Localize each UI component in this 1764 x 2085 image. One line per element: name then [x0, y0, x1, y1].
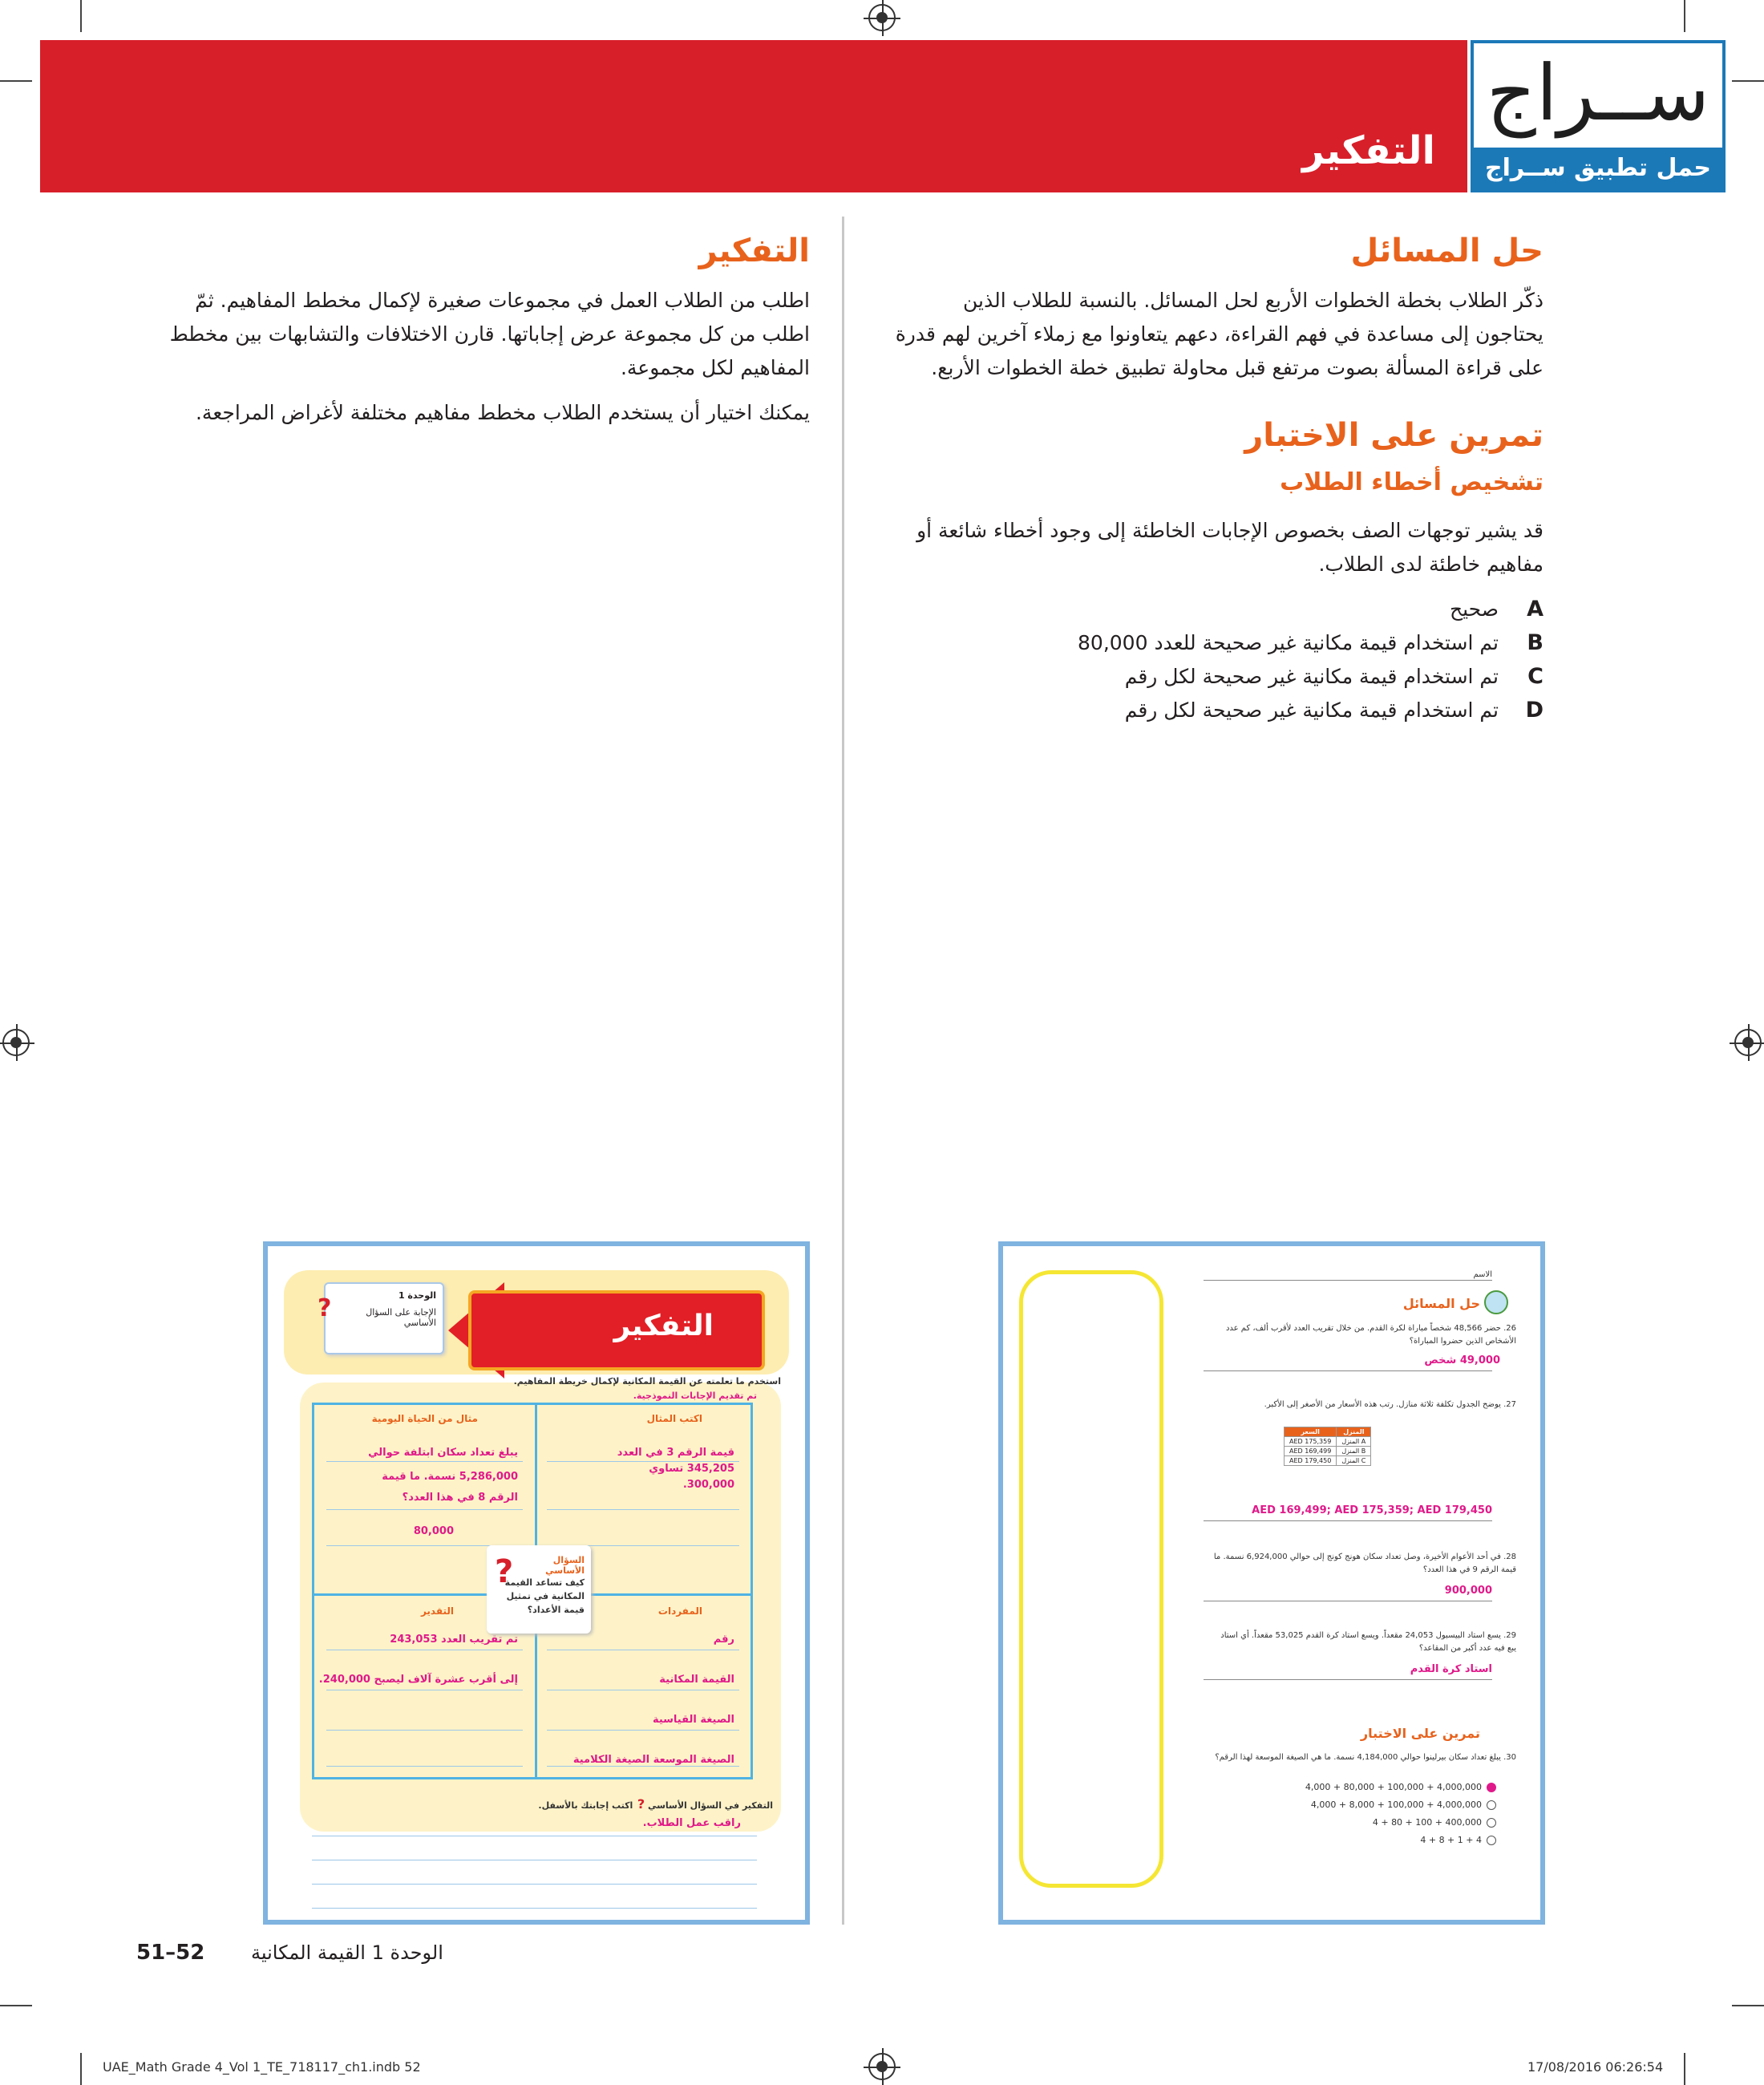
- answer-line: [1204, 1520, 1492, 1521]
- reflect-paragraph-2: يمكنك اختيار أن يستخدم الطلاب مخطط مفاهيم مختلفة لأغراض المراجعة.: [195, 401, 810, 424]
- answer-26: 49,000 شخص: [1424, 1354, 1500, 1366]
- essential-question-card: [487, 1545, 591, 1634]
- logo-tagline: حمل تطبيق ســراج: [1474, 148, 1722, 189]
- question-30: 30. يبلغ تعداد سكان بيرلينوا حوالي 4,184,000 نسمة. ما هي الصيغة الموسعة لهذا الرقم؟: [1215, 1753, 1516, 1762]
- right-column: [894, 233, 1544, 727]
- answer-line: [326, 1730, 523, 1731]
- question-mark-icon: ?: [318, 1294, 332, 1322]
- registration-mark-icon: [868, 2053, 896, 2080]
- essential-question-label: الإجابة على السؤال الأساسي: [366, 1307, 436, 1328]
- answer-line: [547, 1730, 739, 1731]
- name-line: [1204, 1280, 1492, 1281]
- answer-line: [1204, 1370, 1492, 1371]
- registration-mark-icon: [2, 1029, 30, 1056]
- crop-mark: [1732, 2005, 1764, 2006]
- option-b: B تم استخدام قيمة مكانية غير صحيحة للعدد 80,000: [1078, 630, 1544, 655]
- bubble-icon: [1487, 1818, 1496, 1828]
- solve-heading: حل المسائل: [1350, 233, 1544, 269]
- page-numbers: 51–52: [136, 1941, 205, 1965]
- unit-footer-text: الوحدة 1 القيمة المكانية: [251, 1941, 443, 1964]
- model-answers-note: تم تقديم الإجابات النموذجية.: [633, 1391, 757, 1401]
- solve-text: ذكّر الطلاب بخطة الخطوات الأربع لحل المسائل. بالنسبة للطلاب الذين يحتاجون إلى مساعدة في فهم القراءة، دعهم يتعاونوا مع زملاء آخرين لهم قدرة على قراءة المسألة بصوت مرتفع قبل محاولة تطبيق خطة الخطوات الأربع.: [895, 289, 1544, 379]
- estimate-cell-title: التقدير: [420, 1605, 454, 1617]
- life-answer: يبلغ تعداد سكان ابتلفة حوالي 5,286,000 نسمة. ما قيمة: [368, 1447, 518, 1483]
- concept-grid: [312, 1403, 753, 1779]
- estimate-answer-2: إلى أقرب عشرة آلاف ليصبح 240,000.: [318, 1674, 518, 1686]
- choice-a: 4,000,000 + 100,000 + 80,000 + 4,000: [1305, 1782, 1496, 1792]
- question-28: 28. في أحد الأعوام الأخيرة، وصل تعداد سكان هونج كونج إلى حوالي 6,924,000 نسمة. ما قيمة الرقم 9 في هذا العدد؟: [1213, 1553, 1516, 1574]
- practice-heading: تمرين على الاختبار: [1360, 1726, 1480, 1741]
- reflect-text: [152, 284, 810, 430]
- crop-mark: [1684, 0, 1685, 32]
- question-27: 27. يوضح الجدول تكلفة ثلاثة منازل. رتب هذه الأسعار من الأصغر إلى الأكبر.: [1264, 1400, 1516, 1409]
- column-divider: [842, 217, 844, 1925]
- example-answer: قيمة الرقم 3 في العدد 345,205 تساوي 300,000.: [617, 1447, 734, 1491]
- unit-label: الوحدة 1: [398, 1290, 436, 1301]
- logo-word: ســراج: [1486, 48, 1710, 138]
- option-c: C تم استخدام قيمة مكانية غير صحيحة لكل رقم: [1124, 664, 1544, 689]
- vocab-item: رقم: [713, 1634, 734, 1646]
- example-cell-title: اكتب المثال: [646, 1413, 702, 1424]
- answer-line: [1204, 1679, 1492, 1680]
- selected-bubble-icon: [1487, 1783, 1496, 1792]
- crop-mark: [1732, 80, 1764, 82]
- reflect-heading: التفكير: [698, 233, 810, 269]
- answer-28: 900,000: [1444, 1585, 1492, 1597]
- question-26: 26. حضر 48,566 شخصاً مباراة لكرة القدم. من خلال تقريب العدد لأقرب ألف، كم عدد الأشخاص الذين حضروا المباراة؟: [1225, 1324, 1516, 1346]
- crop-mark: [1684, 2053, 1685, 2085]
- life-cell-title: مثال من الحياة اليومية: [371, 1413, 478, 1424]
- question-29: 29. يسع استاد البيسبول 24,053 مقعداً. ويسع استاد كرة القدم 53,025 مقعداً. أي استاد يبع فيه عدد أكبر من المقاعد؟: [1220, 1631, 1516, 1653]
- bubble-icon: [1487, 1836, 1496, 1845]
- crop-mark: [0, 2005, 32, 2006]
- diagnose-text: قد يشير توجهات الصف بخصوص الإجابات الخاطئة إلى وجود أخطاء شائعة أو مفاهيم خاطئة لدى الطلاب.: [916, 519, 1544, 576]
- worksheet-thumbnail: [998, 1241, 1545, 1925]
- option-a: A صحيح: [1449, 597, 1544, 621]
- life-value: 80,000: [413, 1525, 454, 1537]
- solve-heading: حل المسائل: [1402, 1296, 1480, 1311]
- answer-line: [326, 1766, 523, 1767]
- answer-line: [547, 1461, 739, 1462]
- diagnose-heading: تشخيص أخطاء الطلاب: [1280, 468, 1544, 496]
- header-band: [40, 40, 1467, 192]
- slug-file: UAE_Math Grade 4_Vol 1_TE_718117_ch1.indb 52: [103, 2059, 421, 2075]
- vocab-item: الصيغة القياسية: [652, 1714, 734, 1726]
- name-label: الاسم: [1473, 1270, 1492, 1279]
- crop-mark: [80, 2053, 82, 2085]
- page-footer: [136, 1941, 443, 1965]
- siraj-logo[interactable]: [1471, 40, 1726, 192]
- house-price-table: السعر المنزل AED 175,359 المنزل A AED 169,499 المنزل B AED 179,450 المنزل C: [1284, 1427, 1371, 1466]
- estimate-answer-1: تم تقريب العدد 243,053: [390, 1634, 518, 1646]
- answer-line: [547, 1509, 739, 1510]
- answer-line: [326, 1461, 523, 1462]
- question-mark-icon: ?: [633, 1796, 645, 1812]
- crop-mark: [0, 80, 32, 82]
- practice-heading: تمرين على الاختبار: [1244, 417, 1544, 454]
- vocab-item: القيمة المكانية: [659, 1674, 734, 1686]
- reflect-paragraph-1: اطلب من الطلاب العمل في مجموعات صغيرة لإكمال مخطط المفاهيم. ثمّ اطلب من كل مجموعة عرض إجاباتها. قارن الاختلافات والتشابهات بين مخطط المفاهيم لكل مجموعة.: [169, 289, 810, 379]
- crop-mark: [80, 0, 82, 32]
- thumb-instruction: استخدم ما تعلمته عن القيمة المكانية لإكمال خريطة المفاهيم.: [513, 1376, 781, 1387]
- reflect-answer: راقب عمل الطلاب.: [642, 1817, 741, 1829]
- life-question: الرقم 8 في هذا العدد؟: [402, 1492, 518, 1504]
- vocab-cell-title: المفردات: [657, 1605, 702, 1617]
- choice-b: 4,000,000 + 100,000 + 8,000 + 4,000: [1311, 1800, 1496, 1810]
- question-mark-icon: ?: [495, 1553, 514, 1590]
- answer-29: استاد كرة القدم: [1410, 1663, 1492, 1675]
- slug-date: 17/08/2016 06:26:54: [1527, 2059, 1664, 2075]
- registration-mark-icon: [1734, 1029, 1762, 1056]
- answer-line: [312, 1908, 757, 1909]
- answer-line: [547, 1766, 739, 1767]
- highlight-loop: [1019, 1270, 1163, 1888]
- choice-d: 4 + 1 + 8 + 4: [1420, 1835, 1496, 1845]
- reflect-banner: [468, 1290, 765, 1370]
- bubble-icon: [1487, 1800, 1496, 1810]
- vocab-item: الصيغة الموسعة الصيغة الكلامية: [572, 1754, 734, 1766]
- band-title: التفكير: [1302, 128, 1435, 173]
- center-question-text: كيف تساعد القيمة المكانية في تمثيل قيمة الأعداد؟: [504, 1577, 585, 1615]
- choice-c: 400,000 + 100 + 80 + 4: [1373, 1817, 1496, 1828]
- answer-27: AED 169,499; AED 175,359; AED 179,450: [1252, 1504, 1492, 1516]
- unit-card: [324, 1282, 444, 1354]
- concept-map-thumbnail: [263, 1241, 810, 1925]
- center-question-label: السؤال الأساسي: [545, 1555, 585, 1576]
- reflect-prompt: التفكير في السؤال الأساسي ? اكتب إجابتك بالأسفل.: [538, 1796, 773, 1812]
- banner-title: التفكير: [613, 1310, 714, 1342]
- answer-line: [326, 1509, 523, 1510]
- registration-mark-icon: [868, 4, 896, 31]
- options-list: [894, 593, 1544, 727]
- globe-icon: [1484, 1290, 1508, 1314]
- option-d: D تم استخدام قيمة مكانية غير صحيحة لكل رقم: [1124, 698, 1544, 723]
- left-column: [152, 233, 810, 441]
- answer-line: [312, 1884, 757, 1885]
